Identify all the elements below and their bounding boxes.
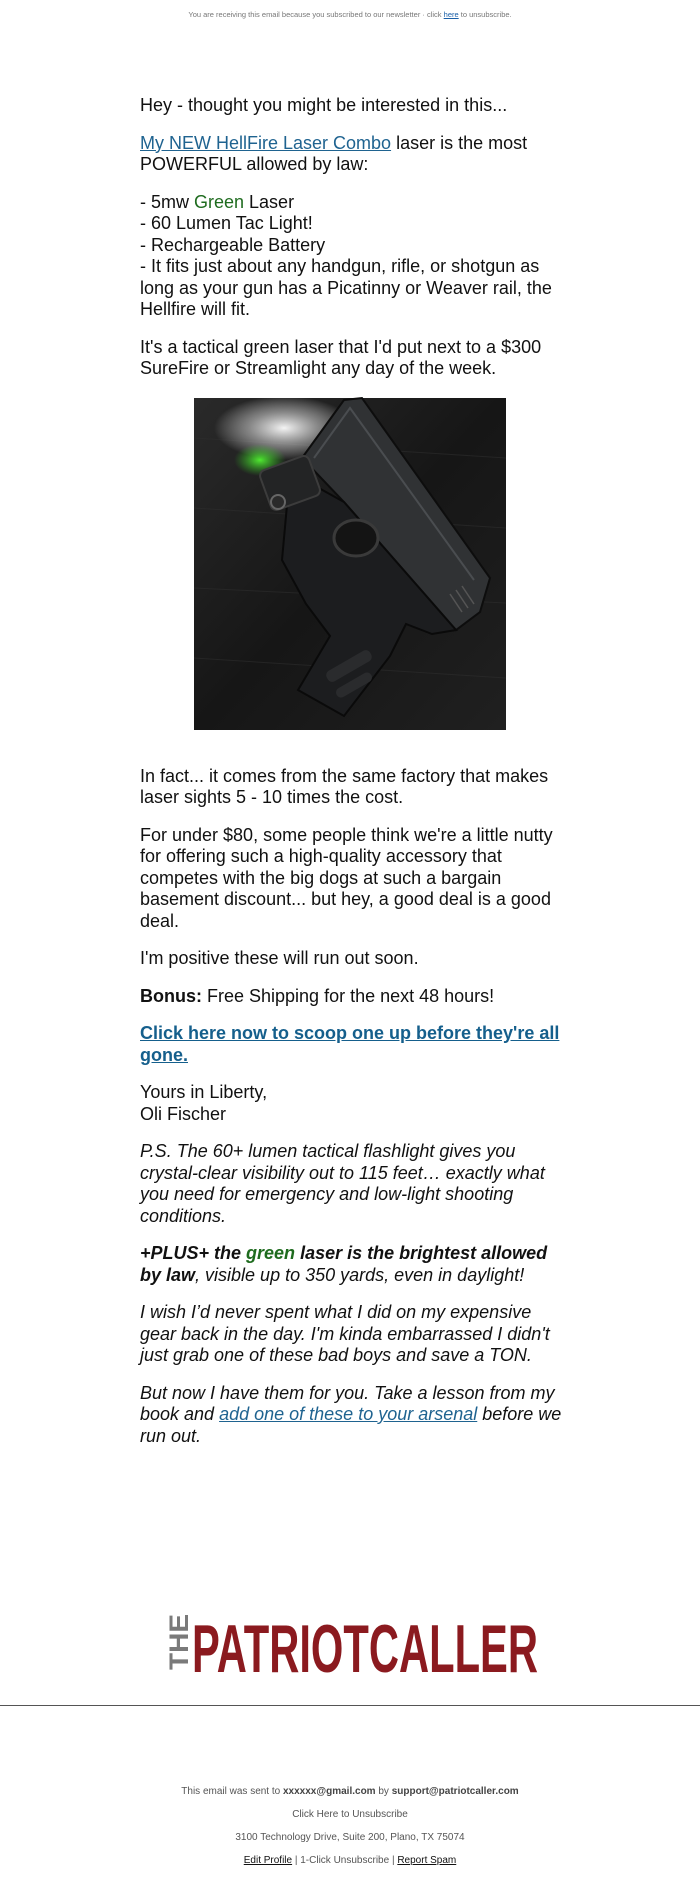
greeting: Hey - thought you might be interested in this...	[140, 95, 508, 115]
feature-list	[140, 192, 570, 321]
intro-text: laser is the most POWERFUL allowed by law:	[140, 132, 528, 174]
bonus-paragraph	[140, 986, 570, 1008]
footer-unsubscribe[interactable]: Click Here to Unsubscribe	[292, 1809, 408, 1820]
email-body	[140, 95, 570, 1463]
logo-the: THE	[164, 1616, 194, 1670]
intro-paragraph	[140, 133, 570, 176]
preheader-text-end: to unsubscribe.	[458, 10, 512, 19]
feature-1: - 5mw Green Laser	[140, 191, 295, 212]
run-out-paragraph: I'm positive these will run out soon.	[140, 948, 419, 968]
edit-profile-link[interactable]: Edit Profile	[243, 1855, 293, 1866]
preheader-unsubscribe-link[interactable]: here	[443, 10, 459, 19]
report-spam-link[interactable]: Report Spam	[397, 1855, 457, 1866]
wish-paragraph: I wish I’d never spent what I did on my expensive gear back in the day. I'm kinda embarrassed I didn't just grab one of these bad boys and save a TON.	[140, 1302, 550, 1365]
signoff-name: Oli Fischer	[140, 1103, 227, 1124]
signoff-line: Yours in Liberty,	[140, 1082, 268, 1102]
green-word: Green	[194, 191, 245, 212]
product-link[interactable]: My NEW HellFire Laser Combo	[140, 132, 392, 153]
footer	[0, 1786, 700, 1878]
patriotcaller-logo[interactable]	[160, 1611, 540, 1687]
bonus-label: Bonus:	[140, 985, 202, 1006]
signoff	[140, 1082, 570, 1125]
closing-paragraph: But now I have them for you. Take a lesson from my book and add one of these to your arsenal before we run out.	[140, 1382, 562, 1446]
factory-paragraph: In fact... it comes from the same factory that makes laser sights 5 - 10 times the cost.	[140, 765, 549, 807]
bonus-text: Free Shipping for the next 48 hours!	[202, 985, 495, 1006]
cta-paragraph	[140, 1023, 570, 1066]
product-image[interactable]	[194, 398, 506, 730]
feature-3: - Rechargeable Battery	[140, 234, 326, 255]
recipient-email: xxxxxx@gmail.com	[283, 1786, 376, 1797]
footer-divider	[0, 1705, 700, 1706]
price-paragraph: For under $80, some people think we're a little nutty for offering such a high-quality accessory that competes with the big dogs at such a bargain basement discount... but hey, a good deal is a good deal.	[140, 824, 553, 931]
tactical-paragraph: It's a tactical green laser that I'd put next to a $300 SureFire or Streamlight any day of the week.	[140, 336, 542, 378]
cta-link[interactable]: Click here now to scoop one up before they're all gone.	[140, 1023, 560, 1065]
preheader	[0, 10, 700, 19]
sender-email: support@patriotcaller.com	[391, 1786, 519, 1797]
arsenal-link[interactable]: add one of these to your arsenal	[219, 1404, 478, 1424]
ps-paragraph: P.S. The 60+ lumen tactical flashlight gives you crystal-clear visibility out to 115 feet… exactly what you need for emergency and low-light shooting conditions.	[140, 1141, 545, 1226]
one-click-unsubscribe[interactable]: | 1-Click Unsubscribe |	[292, 1855, 398, 1866]
preheader-text: You are receiving this email because you subscribed to our newsletter · click	[188, 10, 444, 19]
feature-4: - It fits just about any handgun, rifle, or shotgun as long as your gun has a Picatinny or Weaver rail, the Hellfire will fit.	[140, 256, 552, 319]
footer-sent-line: This email was sent to xxxxxx@gmail.com by support@patriotcaller.com	[181, 1786, 519, 1797]
feature-2: - 60 Lumen Tac Light!	[140, 213, 313, 233]
footer-links	[0, 1855, 700, 1878]
logo-name: PATRIOTCALLER	[192, 1611, 538, 1687]
plus-paragraph: +PLUS+ the green laser is the brightest allowed by law, visible up to 350 yards, even in daylight!	[140, 1243, 548, 1285]
footer-address: 3100 Technology Drive, Suite 200, Plano, TX 75074	[235, 1832, 465, 1843]
green-word-bold: green	[246, 1243, 296, 1263]
